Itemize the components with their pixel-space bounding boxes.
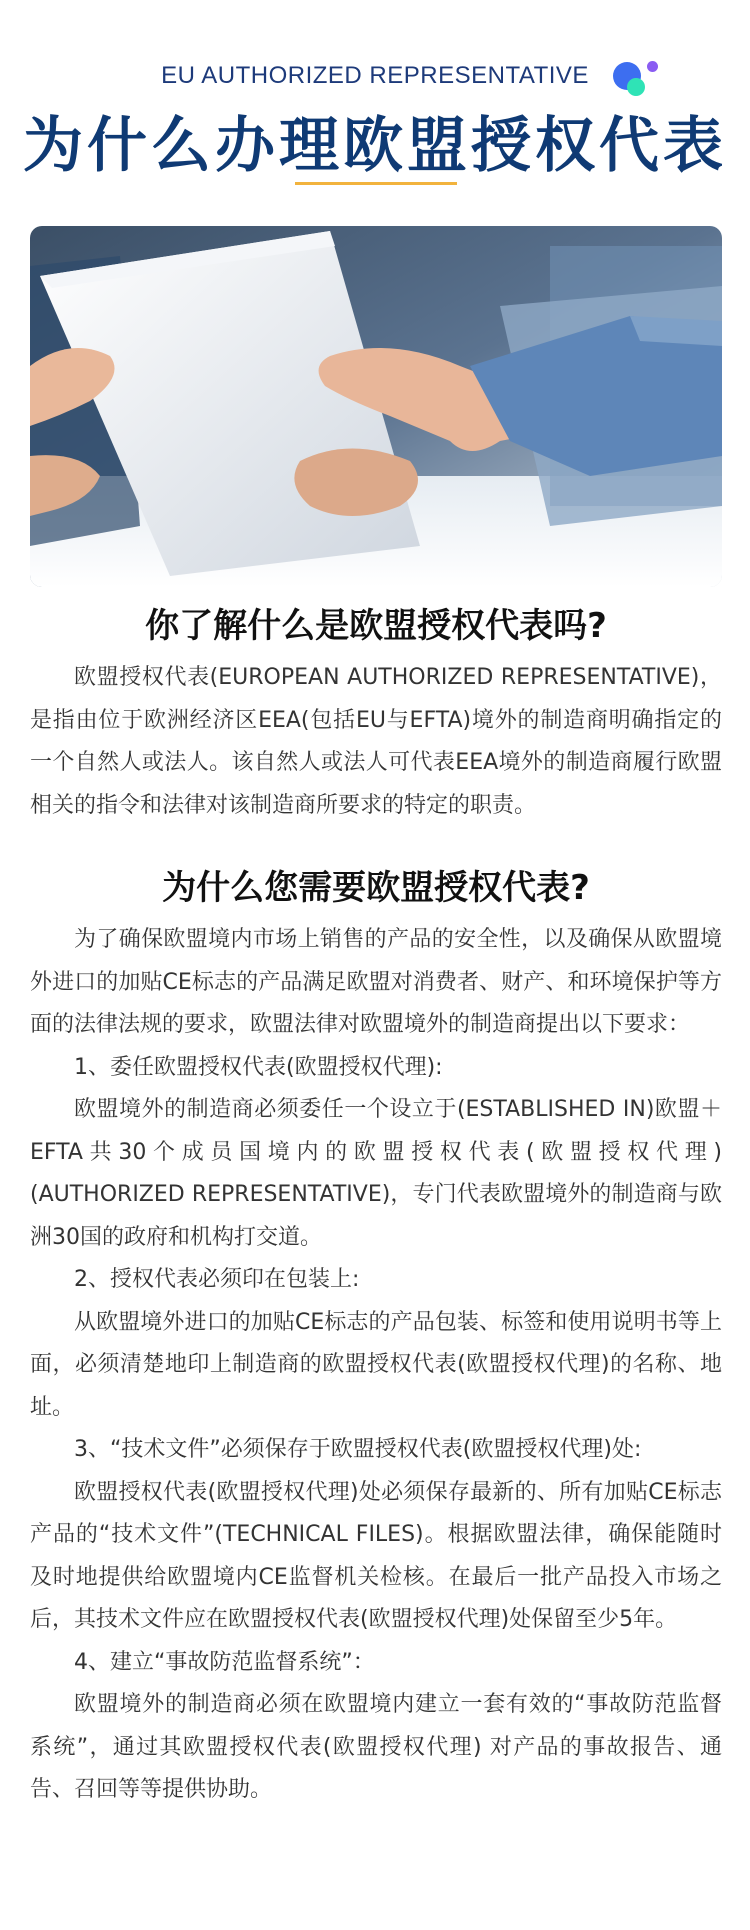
section-what-is [30, 598, 722, 827]
purple-dot-icon [647, 61, 658, 72]
list-item-body: 欧盟授权代表(欧盟授权代理)处必须保存最新的、所有加贴CE标志产品的“技术文件”(TECHNICAL FILES)。根据欧盟法律，确保能随时及时地提供给欧盟境内CE监督机关检核。在最后一批产品投入市场之后，其技术文件应在欧盟授权代表(欧盟授权代理)处保留至少5年。 [30, 1479, 722, 1632]
section-why-need [30, 860, 722, 1812]
section-intro: 为了确保欧盟境内市场上销售的产品的安全性，以及确保从欧盟境外进口的加贴CE标志的产品满足欧盟对消费者、财产、和环境保护等方面的法律法规的要求，欧盟法律对欧盟境外的制造商提出以下要求： [30, 927, 722, 1037]
list-item-title: 3、“技术文件”必须保存于欧盟授权代表(欧盟授权代理)处: [74, 1437, 642, 1462]
list-item-body: 从欧盟境外进口的加贴CE标志的产品包装、标签和使用说明书等上面，必须清楚地印上制造商的欧盟授权代表(欧盟授权代理)的名称、地址。 [30, 1309, 722, 1420]
title-underline [295, 182, 457, 185]
green-dot-icon [627, 78, 645, 96]
list-item-title: 4、建立“事故防范监督系统”： [74, 1649, 375, 1675]
section-heading: 为什么您需要欧盟授权代表? [162, 868, 590, 908]
page-title: 为什么办理欧盟授权代表 [23, 111, 727, 181]
english-subtitle: EU AUTHORIZED REPRESENTATIVE [161, 62, 589, 89]
list-item-body: 欧盟境外的制造商必须在欧盟境内建立一套有效的“事故防范监督系统”，通过其欧盟授权代表(欧盟授权代理) 对产品的事故报告、通告、召回等等提供协助。 [30, 1692, 722, 1802]
decorative-dots-icon [613, 58, 665, 100]
section-heading: 你了解什么是欧盟授权代表吗? [145, 606, 607, 646]
list-item-title: 2、授权代表必须印在包装上: [74, 1267, 360, 1292]
section-paragraph: 欧盟授权代表(EUROPEAN AUTHORIZED REPRESENTATIVE)，是指由位于欧洲经济区EEA(包括EU与EFTA)境外的制造商明确指定的一个自然人或法人。该自然人或法人可代表EEA境外的制造商履行欧盟相关的指令和法律对该制造商所要求的特定的职责。 [30, 665, 722, 818]
hero-image [30, 226, 722, 587]
tablet-hands-illustration [30, 226, 722, 587]
page-header [0, 0, 750, 205]
list-item-title: 1、委任欧盟授权代表(欧盟授权代理): [74, 1054, 443, 1080]
list-item-body: 欧盟境外的制造商必须委任一个设立于(ESTABLISHED IN)欧盟＋EFTA共30个成员国境内的欧盟授权代表(欧盟授权代理) (AUTHORIZED REPRESENTATIVE)，专门代表欧盟境外的制造商与欧洲30国的政府和机构打交道。 [30, 1097, 722, 1250]
